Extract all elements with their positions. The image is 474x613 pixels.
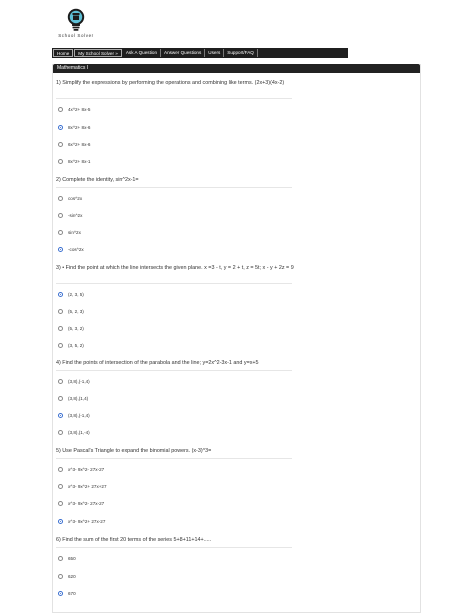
answer-option-label: x^3- 9x^2+ 27x+27 bbox=[68, 484, 107, 489]
radio-icon[interactable] bbox=[58, 467, 63, 472]
answer-option[interactable] bbox=[58, 106, 90, 113]
answer-option-label: (3,8),(1,-4) bbox=[68, 430, 90, 435]
question-divider bbox=[56, 283, 292, 284]
answer-option-label: (2, 3, 5) bbox=[68, 292, 84, 297]
question-text: 4) Find the points of intersection of the parabola and the line; y=2x^2-3x-1 and y=x+5 bbox=[56, 360, 259, 366]
nav-ask-question[interactable]: Ask A Question bbox=[123, 49, 161, 57]
answer-option-label: cos^2x bbox=[68, 196, 83, 201]
answer-option-label: 670 bbox=[68, 591, 76, 596]
answer-option-label: 4x^2+ 8x-5 bbox=[68, 107, 91, 112]
main-nav bbox=[52, 48, 348, 58]
radio-icon[interactable] bbox=[58, 326, 63, 331]
nav-support-faq[interactable]: Support/FAQ bbox=[224, 49, 258, 57]
answer-option[interactable] bbox=[58, 229, 81, 236]
answer-option-label: 6x^2+ 8x-6 bbox=[68, 142, 91, 147]
answer-option[interactable] bbox=[58, 124, 90, 131]
answer-option[interactable] bbox=[58, 325, 84, 332]
radio-icon[interactable] bbox=[58, 379, 63, 384]
radio-icon[interactable] bbox=[58, 159, 63, 164]
radio-icon[interactable] bbox=[58, 430, 63, 435]
answer-option-label: (3,8),(-1,4) bbox=[68, 413, 90, 418]
radio-selected-icon[interactable] bbox=[58, 125, 63, 130]
answer-option[interactable] bbox=[58, 158, 90, 165]
answer-option-label: x^3- 9x^2- 27x-27 bbox=[68, 467, 105, 472]
answer-option-label: sin^2x bbox=[68, 230, 81, 235]
section-title: Mathematics I bbox=[53, 64, 420, 73]
answer-option-label: x^3- 9x^2- 27x-27 bbox=[68, 501, 105, 506]
answer-option-label: -cos^2x bbox=[68, 247, 84, 252]
answer-option-label: (5, 3, 2) bbox=[68, 326, 84, 331]
radio-icon[interactable] bbox=[58, 484, 63, 489]
answer-option-label: (5, 2, 3) bbox=[68, 309, 84, 314]
answer-option[interactable] bbox=[58, 378, 90, 385]
answer-option[interactable] bbox=[58, 573, 76, 580]
radio-icon[interactable] bbox=[58, 107, 63, 112]
answer-option[interactable] bbox=[58, 555, 76, 562]
nav-my-school-solver[interactable]: My School Solver » bbox=[74, 49, 122, 57]
answer-option[interactable] bbox=[58, 518, 105, 525]
answer-option[interactable] bbox=[58, 212, 82, 219]
question-divider bbox=[56, 370, 292, 371]
radio-icon[interactable] bbox=[58, 230, 63, 235]
radio-icon[interactable] bbox=[58, 196, 63, 201]
radio-selected-icon[interactable] bbox=[58, 292, 63, 297]
radio-selected-icon[interactable] bbox=[58, 247, 63, 252]
question-divider bbox=[56, 98, 292, 99]
radio-icon[interactable] bbox=[58, 501, 63, 506]
radio-icon[interactable] bbox=[58, 142, 63, 147]
answer-option-label: (3,8),(1,4) bbox=[68, 396, 89, 401]
site-logo[interactable] bbox=[52, 8, 100, 38]
answer-option-label: (3, 5, 2) bbox=[68, 343, 84, 348]
nav-home[interactable]: Home bbox=[53, 49, 73, 57]
answer-option-label: (3,8),(-1,4) bbox=[68, 379, 90, 384]
radio-selected-icon[interactable] bbox=[58, 591, 63, 596]
answer-option[interactable] bbox=[58, 590, 76, 597]
answer-option-label: 8x^2+ 8x-6 bbox=[68, 125, 91, 130]
nav-users[interactable]: Users bbox=[205, 49, 224, 57]
answer-option-label: -sin^2x bbox=[68, 213, 83, 218]
quiz-card bbox=[52, 64, 421, 613]
question-divider bbox=[56, 458, 292, 459]
answer-option-label: 620 bbox=[68, 574, 76, 579]
question-divider bbox=[56, 187, 292, 188]
answer-option[interactable] bbox=[58, 308, 84, 315]
radio-icon[interactable] bbox=[58, 213, 63, 218]
question-text: 1) Simplify the expressions by performing the operations and combining like terms. (2x+3)(4x-2) bbox=[56, 80, 285, 86]
answer-option[interactable] bbox=[58, 429, 90, 436]
answer-option[interactable] bbox=[58, 246, 84, 253]
answer-option-label: 8x^2+ 8x-1 bbox=[68, 159, 91, 164]
answer-option[interactable] bbox=[58, 291, 84, 298]
answer-option[interactable] bbox=[58, 500, 104, 507]
question-text: 3) • Find the point at which the line intersects the given plane. x =3 - t, y = 2 + t, z = 5t; x - y + 2z = 9 bbox=[56, 265, 294, 271]
answer-option-label: 650 bbox=[68, 556, 76, 561]
radio-icon[interactable] bbox=[58, 309, 63, 314]
answer-option[interactable] bbox=[58, 466, 104, 473]
question-text: 5) Use Pascal's Triangle to expand the binomial powers. (x-3)^3= bbox=[56, 448, 212, 454]
answer-option[interactable] bbox=[58, 412, 90, 419]
answer-option-label: x^3- 9x^2+ 27x-27 bbox=[68, 519, 106, 524]
radio-icon[interactable] bbox=[58, 574, 63, 579]
question-divider bbox=[56, 547, 292, 548]
answer-option[interactable] bbox=[58, 141, 90, 148]
answer-option[interactable] bbox=[58, 195, 82, 202]
answer-option[interactable] bbox=[58, 483, 107, 490]
radio-icon[interactable] bbox=[58, 396, 63, 401]
question-text: 6) Find the sum of the first 20 terms of the series 5+8+11+14+..... bbox=[56, 537, 212, 543]
answer-option[interactable] bbox=[58, 342, 84, 349]
lightbulb-logo-icon bbox=[67, 8, 85, 32]
radio-selected-icon[interactable] bbox=[58, 519, 63, 524]
question-text: 2) Complete the identity, sin^2x-1= bbox=[56, 177, 139, 183]
radio-icon[interactable] bbox=[58, 343, 63, 348]
site-name: School Solver bbox=[58, 33, 94, 38]
answer-option[interactable] bbox=[58, 395, 88, 402]
nav-answer-questions[interactable]: Answer Questions bbox=[161, 49, 205, 57]
radio-icon[interactable] bbox=[58, 556, 63, 561]
radio-selected-icon[interactable] bbox=[58, 413, 63, 418]
